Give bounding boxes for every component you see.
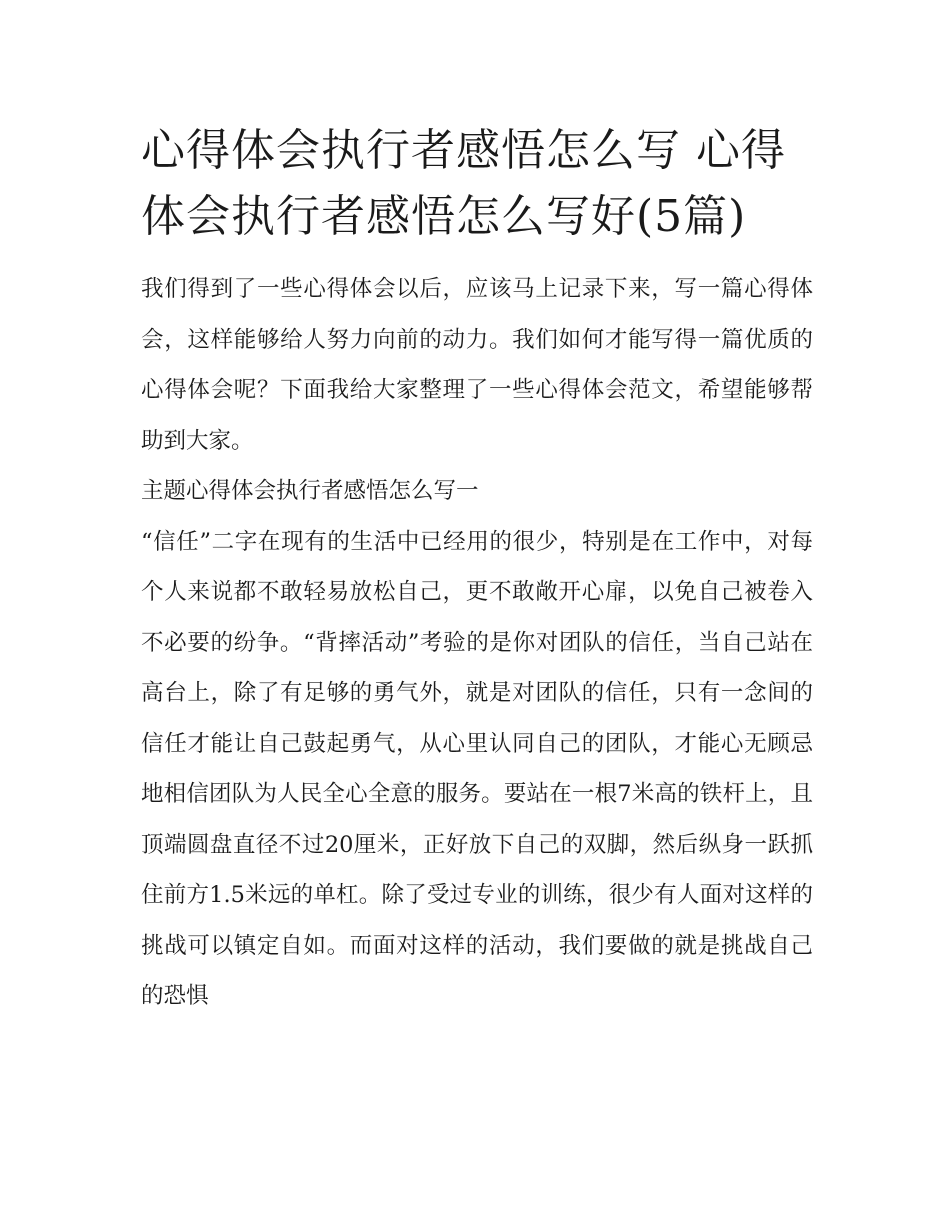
intro-paragraph: 我们得到了一些心得体会以后，应该马上记录下来，写一篇心得体会，这样能够给人努力向前的动力。我们如何才能写得一篇优质的心得体会呢？下面我给大家整理了一些心得体会范文，希望能够帮助到大家。	[141, 276, 813, 454]
section-paragraph: “信任”二字在现有的生活中已经用的很少，特别是在工作中，对每个人来说都不敢轻易放松自己，更不敢敞开心扉，以免自己被卷入不必要的纷争。“背摔活动”考验的是你对团队的信任，当自己站在高台上，除了有足够的勇气外，就是对团队的信任，只有一念间的信任才能让自己鼓起勇气，从心里认同自己的团队，才能心无顾忌地相信团队为人民全心全意的服务。要站在一根7米高的铁杆上，且顶端圆盘直径不过20厘米，正好放下自己的双脚，然后纵身一跃抓住前方1.5米远的单杠。除了受过专业的训练，很少有人面对这样的挑战可以镇定自如。而面对这样的活动，我们要做的就是挑战自己的恐惧	[141, 528, 813, 1009]
document-title: 心得体会执行者感悟怎么写 心得体会执行者感悟怎么写好(5篇)	[141, 125, 786, 242]
document-body	[141, 264, 813, 1022]
section-heading: 主题心得体会执行者感悟怎么写一	[141, 478, 479, 504]
document-page	[141, 118, 813, 1022]
